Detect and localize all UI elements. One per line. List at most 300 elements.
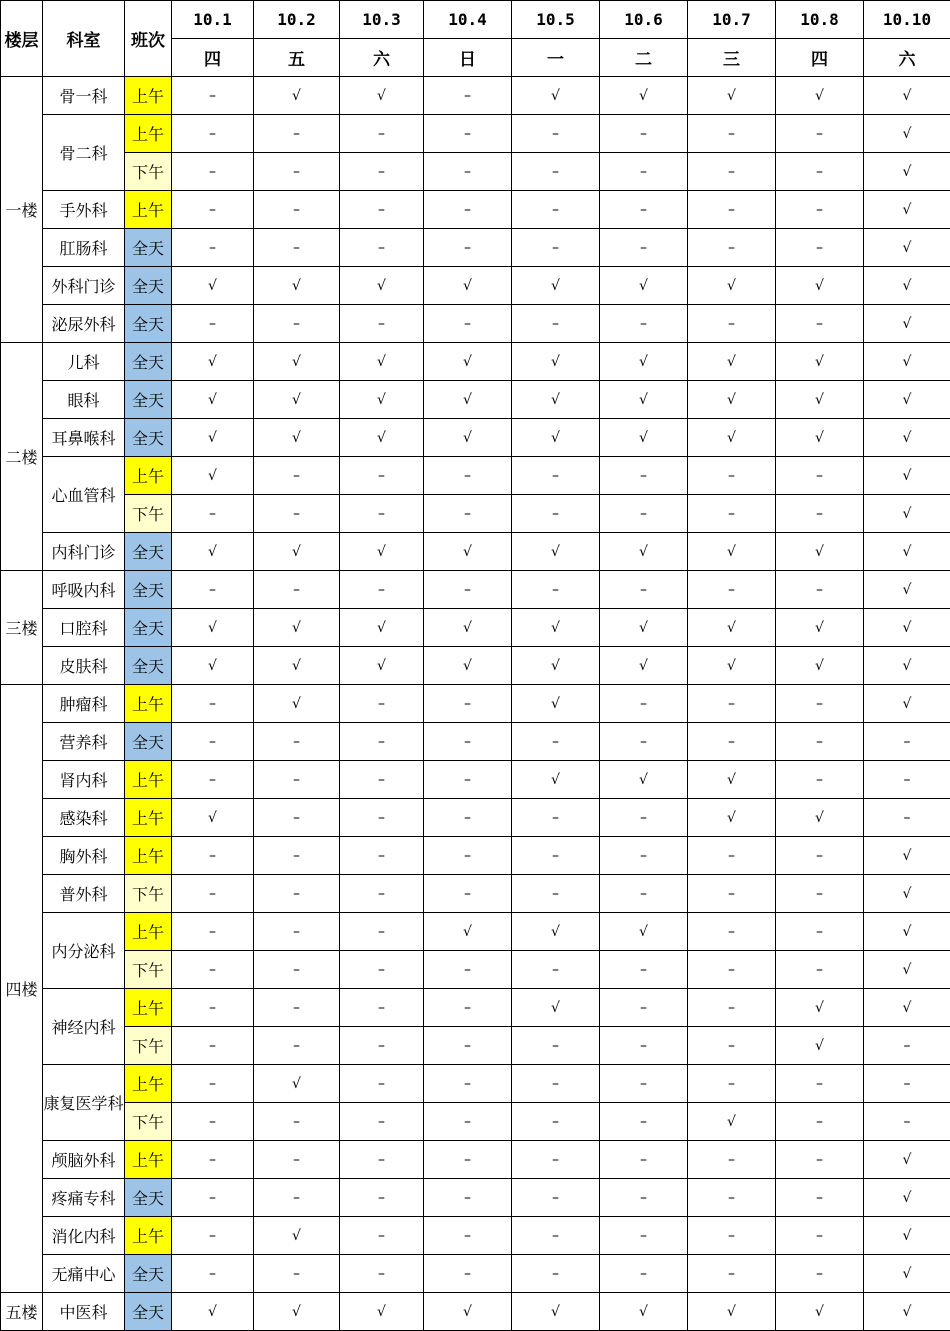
schedule-mark: √ bbox=[254, 533, 340, 571]
schedule-mark: – bbox=[172, 1141, 254, 1179]
schedule-mark: √ bbox=[864, 647, 950, 685]
table-row bbox=[1, 457, 950, 495]
schedule-mark: – bbox=[688, 723, 776, 761]
schedule-mark: √ bbox=[172, 1293, 254, 1331]
header-dept: 科室 bbox=[43, 1, 125, 77]
schedule-mark: – bbox=[254, 913, 340, 951]
schedule-mark: – bbox=[424, 1255, 512, 1293]
schedule-mark: – bbox=[254, 305, 340, 343]
schedule-mark: – bbox=[688, 913, 776, 951]
shift-cell: 上午 bbox=[125, 799, 172, 837]
schedule-mark: – bbox=[600, 571, 688, 609]
schedule-mark: – bbox=[776, 457, 864, 495]
schedule-mark: – bbox=[688, 1255, 776, 1293]
header-weekday: 四 bbox=[776, 39, 864, 77]
schedule-mark: – bbox=[688, 229, 776, 267]
schedule-mark: – bbox=[254, 761, 340, 799]
shift-cell: 全天 bbox=[125, 229, 172, 267]
schedule-mark: – bbox=[340, 153, 424, 191]
schedule-mark: – bbox=[776, 685, 864, 723]
schedule-mark: √ bbox=[864, 267, 950, 305]
schedule-mark: – bbox=[340, 685, 424, 723]
schedule-mark: – bbox=[172, 495, 254, 533]
schedule-mark: – bbox=[600, 1103, 688, 1141]
schedule-mark: – bbox=[600, 115, 688, 153]
schedule-mark: – bbox=[424, 77, 512, 115]
shift-cell: 全天 bbox=[125, 533, 172, 571]
schedule-mark: – bbox=[172, 1255, 254, 1293]
schedule-mark: – bbox=[600, 989, 688, 1027]
schedule-mark: √ bbox=[864, 153, 950, 191]
schedule-mark: √ bbox=[688, 419, 776, 457]
schedule-mark: √ bbox=[600, 647, 688, 685]
shift-cell: 下午 bbox=[125, 875, 172, 913]
table-row bbox=[1, 989, 950, 1027]
schedule-mark: √ bbox=[864, 191, 950, 229]
schedule-mark: – bbox=[600, 951, 688, 989]
shift-cell: 全天 bbox=[125, 1179, 172, 1217]
schedule-mark: – bbox=[254, 229, 340, 267]
table-row bbox=[1, 1179, 950, 1217]
schedule-mark: √ bbox=[600, 267, 688, 305]
schedule-mark: – bbox=[512, 1065, 600, 1103]
schedule-mark: – bbox=[424, 837, 512, 875]
schedule-mark: – bbox=[600, 495, 688, 533]
dept-cell: 泌尿外科 bbox=[43, 305, 125, 343]
shift-cell: 全天 bbox=[125, 419, 172, 457]
schedule-mark: √ bbox=[864, 115, 950, 153]
schedule-mark: – bbox=[776, 1217, 864, 1255]
schedule-mark: √ bbox=[254, 647, 340, 685]
schedule-mark: – bbox=[688, 1141, 776, 1179]
schedule-mark: – bbox=[254, 495, 340, 533]
schedule-mark: – bbox=[512, 1255, 600, 1293]
header-date: 10.3 bbox=[340, 1, 424, 39]
schedule-mark: √ bbox=[688, 381, 776, 419]
schedule-mark: √ bbox=[864, 305, 950, 343]
schedule-mark: √ bbox=[172, 647, 254, 685]
schedule-mark: – bbox=[864, 799, 950, 837]
floor-cell: 一楼 bbox=[1, 77, 43, 343]
schedule-mark: √ bbox=[254, 77, 340, 115]
dept-cell: 内分泌科 bbox=[43, 913, 125, 989]
schedule-mark: – bbox=[688, 457, 776, 495]
shift-cell: 全天 bbox=[125, 571, 172, 609]
schedule-mark: √ bbox=[254, 609, 340, 647]
schedule-mark: – bbox=[424, 571, 512, 609]
shift-cell: 上午 bbox=[125, 77, 172, 115]
header-floor: 楼层 bbox=[1, 1, 43, 77]
schedule-mark: – bbox=[512, 1179, 600, 1217]
dept-cell: 肾内科 bbox=[43, 761, 125, 799]
schedule-mark: – bbox=[254, 457, 340, 495]
table-row bbox=[1, 647, 950, 685]
schedule-mark: – bbox=[254, 1027, 340, 1065]
shift-cell: 上午 bbox=[125, 1217, 172, 1255]
schedule-mark: √ bbox=[600, 77, 688, 115]
schedule-mark: – bbox=[600, 229, 688, 267]
header-date: 10.10 bbox=[864, 1, 950, 39]
header-weekday: 五 bbox=[254, 39, 340, 77]
schedule-mark: – bbox=[600, 153, 688, 191]
schedule-mark: – bbox=[172, 951, 254, 989]
shift-cell: 下午 bbox=[125, 1103, 172, 1141]
shift-cell: 上午 bbox=[125, 1065, 172, 1103]
schedule-mark: – bbox=[172, 1103, 254, 1141]
schedule-mark: – bbox=[172, 1217, 254, 1255]
dept-cell: 心血管科 bbox=[43, 457, 125, 533]
table-row bbox=[1, 419, 950, 457]
schedule-mark: √ bbox=[776, 381, 864, 419]
schedule-mark: √ bbox=[600, 381, 688, 419]
schedule-mark: – bbox=[776, 191, 864, 229]
header-weekday: 三 bbox=[688, 39, 776, 77]
schedule-mark: √ bbox=[864, 1141, 950, 1179]
schedule-mark: – bbox=[340, 989, 424, 1027]
schedule-mark: – bbox=[688, 115, 776, 153]
shift-cell: 上午 bbox=[125, 913, 172, 951]
schedule-mark: √ bbox=[340, 77, 424, 115]
schedule-mark: √ bbox=[864, 685, 950, 723]
schedule-mark: – bbox=[340, 1179, 424, 1217]
schedule-mark: – bbox=[172, 1027, 254, 1065]
schedule-mark: – bbox=[254, 115, 340, 153]
schedule-mark: – bbox=[340, 457, 424, 495]
schedule-mark: – bbox=[340, 837, 424, 875]
header-date: 10.5 bbox=[512, 1, 600, 39]
dept-cell: 消化内科 bbox=[43, 1217, 125, 1255]
shift-cell: 全天 bbox=[125, 1293, 172, 1331]
schedule-mark: √ bbox=[424, 913, 512, 951]
schedule-mark: √ bbox=[424, 343, 512, 381]
schedule-mark: √ bbox=[688, 77, 776, 115]
schedule-mark: √ bbox=[864, 1255, 950, 1293]
shift-cell: 上午 bbox=[125, 761, 172, 799]
schedule-mark: – bbox=[424, 875, 512, 913]
schedule-mark: – bbox=[172, 761, 254, 799]
schedule-mark: √ bbox=[340, 381, 424, 419]
table-row bbox=[1, 153, 950, 191]
schedule-mark: √ bbox=[254, 381, 340, 419]
header-date: 10.1 bbox=[172, 1, 254, 39]
schedule-mark: √ bbox=[172, 381, 254, 419]
dept-cell: 呼吸内科 bbox=[43, 571, 125, 609]
schedule-mark: √ bbox=[424, 533, 512, 571]
table-row bbox=[1, 799, 950, 837]
schedule-mark: √ bbox=[600, 761, 688, 799]
schedule-mark: – bbox=[600, 191, 688, 229]
schedule-mark: √ bbox=[254, 1217, 340, 1255]
schedule-mark: – bbox=[424, 1217, 512, 1255]
schedule-mark: – bbox=[864, 1065, 950, 1103]
schedule-mark: – bbox=[424, 229, 512, 267]
schedule-mark: – bbox=[512, 229, 600, 267]
table-row bbox=[1, 229, 950, 267]
schedule-mark: – bbox=[254, 875, 340, 913]
schedule-mark: – bbox=[340, 761, 424, 799]
schedule-mark: √ bbox=[424, 1293, 512, 1331]
table-row bbox=[1, 381, 950, 419]
schedule-mark: √ bbox=[600, 419, 688, 457]
shift-cell: 下午 bbox=[125, 951, 172, 989]
dept-cell: 耳鼻喉科 bbox=[43, 419, 125, 457]
schedule-mark: √ bbox=[600, 533, 688, 571]
table-header bbox=[1, 1, 950, 77]
schedule-mark: √ bbox=[600, 343, 688, 381]
schedule-mark: – bbox=[172, 989, 254, 1027]
schedule-mark: √ bbox=[864, 495, 950, 533]
schedule-mark: – bbox=[688, 1065, 776, 1103]
schedule-mark: √ bbox=[254, 1065, 340, 1103]
schedule-mark: √ bbox=[340, 419, 424, 457]
schedule-mark: – bbox=[776, 1103, 864, 1141]
schedule-mark: – bbox=[600, 1217, 688, 1255]
shift-cell: 上午 bbox=[125, 837, 172, 875]
schedule-mark: √ bbox=[172, 533, 254, 571]
table-row bbox=[1, 913, 950, 951]
table-row bbox=[1, 1217, 950, 1255]
schedule-mark: – bbox=[600, 1141, 688, 1179]
schedule-mark: √ bbox=[172, 457, 254, 495]
schedule-mark: – bbox=[688, 875, 776, 913]
schedule-mark: – bbox=[424, 685, 512, 723]
schedule-mark: – bbox=[864, 1103, 950, 1141]
shift-cell: 全天 bbox=[125, 723, 172, 761]
table-row bbox=[1, 115, 950, 153]
schedule-mark: √ bbox=[864, 533, 950, 571]
schedule-mark: – bbox=[254, 571, 340, 609]
schedule-mark: √ bbox=[864, 609, 950, 647]
schedule-mark: – bbox=[600, 799, 688, 837]
schedule-mark: – bbox=[424, 1103, 512, 1141]
schedule-mark: – bbox=[340, 571, 424, 609]
schedule-mark: – bbox=[172, 875, 254, 913]
schedule-mark: √ bbox=[688, 799, 776, 837]
schedule-mark: – bbox=[688, 1179, 776, 1217]
header-weekday: 六 bbox=[340, 39, 424, 77]
schedule-mark: – bbox=[172, 191, 254, 229]
schedule-mark: √ bbox=[172, 343, 254, 381]
schedule-mark: – bbox=[688, 571, 776, 609]
schedule-mark: – bbox=[512, 115, 600, 153]
schedule-mark: – bbox=[172, 305, 254, 343]
schedule-mark: – bbox=[600, 837, 688, 875]
schedule-mark: – bbox=[254, 1141, 340, 1179]
schedule-mark: √ bbox=[340, 267, 424, 305]
dept-cell: 无痛中心 bbox=[43, 1255, 125, 1293]
schedule-mark: √ bbox=[864, 229, 950, 267]
table-row bbox=[1, 77, 950, 115]
schedule-mark: – bbox=[512, 495, 600, 533]
schedule-mark: √ bbox=[424, 419, 512, 457]
schedule-mark: – bbox=[254, 1179, 340, 1217]
schedule-mark: – bbox=[600, 685, 688, 723]
schedule-mark: – bbox=[172, 1065, 254, 1103]
schedule-mark: √ bbox=[688, 1293, 776, 1331]
schedule-mark: – bbox=[688, 1217, 776, 1255]
schedule-mark: – bbox=[600, 1255, 688, 1293]
schedule-mark: √ bbox=[340, 1293, 424, 1331]
schedule-mark: – bbox=[776, 153, 864, 191]
table-row bbox=[1, 951, 950, 989]
schedule-mark: – bbox=[340, 1141, 424, 1179]
schedule-mark: – bbox=[600, 1027, 688, 1065]
schedule-mark: – bbox=[600, 723, 688, 761]
schedule-mark: √ bbox=[688, 343, 776, 381]
schedule-mark: √ bbox=[776, 77, 864, 115]
schedule-mark: – bbox=[864, 761, 950, 799]
schedule-mark: √ bbox=[254, 343, 340, 381]
schedule-mark: – bbox=[600, 305, 688, 343]
table-row bbox=[1, 685, 950, 723]
dept-cell: 骨二科 bbox=[43, 115, 125, 191]
schedule-mark: – bbox=[512, 1103, 600, 1141]
schedule-mark: √ bbox=[172, 267, 254, 305]
schedule-mark: – bbox=[340, 305, 424, 343]
header-weekday: 二 bbox=[600, 39, 688, 77]
schedule-mark: – bbox=[512, 305, 600, 343]
table-row bbox=[1, 1103, 950, 1141]
dept-cell: 营养科 bbox=[43, 723, 125, 761]
schedule-mark: – bbox=[512, 1217, 600, 1255]
schedule-mark: – bbox=[254, 191, 340, 229]
dept-cell: 肛肠科 bbox=[43, 229, 125, 267]
schedule-mark: – bbox=[172, 1179, 254, 1217]
header-date: 10.8 bbox=[776, 1, 864, 39]
header-date: 10.4 bbox=[424, 1, 512, 39]
dept-cell: 普外科 bbox=[43, 875, 125, 913]
schedule-mark: √ bbox=[512, 77, 600, 115]
schedule-mark: √ bbox=[776, 647, 864, 685]
schedule-mark: √ bbox=[864, 989, 950, 1027]
schedule-mark: √ bbox=[254, 267, 340, 305]
schedule-mark: – bbox=[512, 799, 600, 837]
schedule-mark: √ bbox=[776, 419, 864, 457]
schedule-mark: √ bbox=[512, 647, 600, 685]
shift-cell: 全天 bbox=[125, 1255, 172, 1293]
schedule-mark: √ bbox=[254, 419, 340, 457]
schedule-mark: – bbox=[424, 191, 512, 229]
schedule-mark: √ bbox=[864, 419, 950, 457]
schedule-mark: √ bbox=[688, 533, 776, 571]
schedule-mark: √ bbox=[776, 1027, 864, 1065]
schedule-mark: – bbox=[776, 913, 864, 951]
table-row bbox=[1, 191, 950, 229]
schedule-mark: √ bbox=[776, 799, 864, 837]
schedule-mark: – bbox=[776, 723, 864, 761]
schedule-mark: √ bbox=[600, 609, 688, 647]
shift-cell: 全天 bbox=[125, 381, 172, 419]
schedule-mark: – bbox=[688, 191, 776, 229]
schedule-mark: √ bbox=[340, 609, 424, 647]
schedule-mark: √ bbox=[172, 609, 254, 647]
schedule-mark: – bbox=[424, 305, 512, 343]
schedule-mark: – bbox=[424, 1027, 512, 1065]
table-row bbox=[1, 343, 950, 381]
schedule-mark: – bbox=[688, 837, 776, 875]
table-row bbox=[1, 305, 950, 343]
schedule-mark: – bbox=[424, 989, 512, 1027]
dept-cell: 神经内科 bbox=[43, 989, 125, 1065]
table-row bbox=[1, 1293, 950, 1331]
schedule-mark: √ bbox=[776, 267, 864, 305]
table-row bbox=[1, 837, 950, 875]
schedule-mark: – bbox=[340, 875, 424, 913]
schedule-mark: – bbox=[172, 115, 254, 153]
dept-cell: 颅脑外科 bbox=[43, 1141, 125, 1179]
table-row bbox=[1, 761, 950, 799]
shift-cell: 全天 bbox=[125, 647, 172, 685]
schedule-mark: √ bbox=[864, 913, 950, 951]
dept-cell: 感染科 bbox=[43, 799, 125, 837]
schedule-mark: – bbox=[254, 799, 340, 837]
schedule-mark: – bbox=[864, 723, 950, 761]
table-row bbox=[1, 267, 950, 305]
schedule-mark: √ bbox=[424, 647, 512, 685]
shift-cell: 上午 bbox=[125, 685, 172, 723]
schedule-mark: – bbox=[424, 1179, 512, 1217]
schedule-mark: √ bbox=[172, 799, 254, 837]
header-date: 10.2 bbox=[254, 1, 340, 39]
schedule-mark: √ bbox=[776, 989, 864, 1027]
table-row bbox=[1, 1027, 950, 1065]
floor-cell: 三楼 bbox=[1, 571, 43, 685]
shift-cell: 全天 bbox=[125, 267, 172, 305]
header-shift: 班次 bbox=[125, 1, 172, 77]
schedule-mark: √ bbox=[864, 1217, 950, 1255]
schedule-mark: √ bbox=[864, 343, 950, 381]
schedule-mark: – bbox=[172, 685, 254, 723]
schedule-mark: – bbox=[512, 837, 600, 875]
schedule-mark: – bbox=[776, 115, 864, 153]
dept-cell: 骨一科 bbox=[43, 77, 125, 115]
schedule-mark: √ bbox=[512, 381, 600, 419]
dept-cell: 肿瘤科 bbox=[43, 685, 125, 723]
schedule-mark: – bbox=[512, 951, 600, 989]
shift-cell: 上午 bbox=[125, 457, 172, 495]
shift-cell: 上午 bbox=[125, 989, 172, 1027]
schedule-mark: – bbox=[688, 153, 776, 191]
schedule-mark: – bbox=[340, 913, 424, 951]
shift-cell: 全天 bbox=[125, 609, 172, 647]
header-date: 10.7 bbox=[688, 1, 776, 39]
schedule-mark: – bbox=[424, 115, 512, 153]
schedule-mark: √ bbox=[864, 457, 950, 495]
schedule-mark: √ bbox=[340, 343, 424, 381]
schedule-mark: √ bbox=[424, 609, 512, 647]
dept-cell: 外科门诊 bbox=[43, 267, 125, 305]
schedule-mark: – bbox=[172, 723, 254, 761]
schedule-mark: – bbox=[340, 191, 424, 229]
schedule-mark: – bbox=[172, 913, 254, 951]
schedule-mark: √ bbox=[340, 647, 424, 685]
header-row-dates bbox=[1, 1, 950, 39]
shift-cell: 下午 bbox=[125, 153, 172, 191]
schedule-mark: – bbox=[512, 723, 600, 761]
schedule-mark: – bbox=[340, 1065, 424, 1103]
schedule-mark: √ bbox=[512, 609, 600, 647]
schedule-mark: √ bbox=[688, 647, 776, 685]
schedule-mark: – bbox=[340, 951, 424, 989]
schedule-mark: – bbox=[254, 989, 340, 1027]
schedule-mark: √ bbox=[512, 913, 600, 951]
schedule-mark: √ bbox=[600, 1293, 688, 1331]
schedule-mark: √ bbox=[600, 913, 688, 951]
schedule-mark: – bbox=[776, 837, 864, 875]
schedule-mark: – bbox=[776, 761, 864, 799]
table-row bbox=[1, 1065, 950, 1103]
dept-cell: 手外科 bbox=[43, 191, 125, 229]
